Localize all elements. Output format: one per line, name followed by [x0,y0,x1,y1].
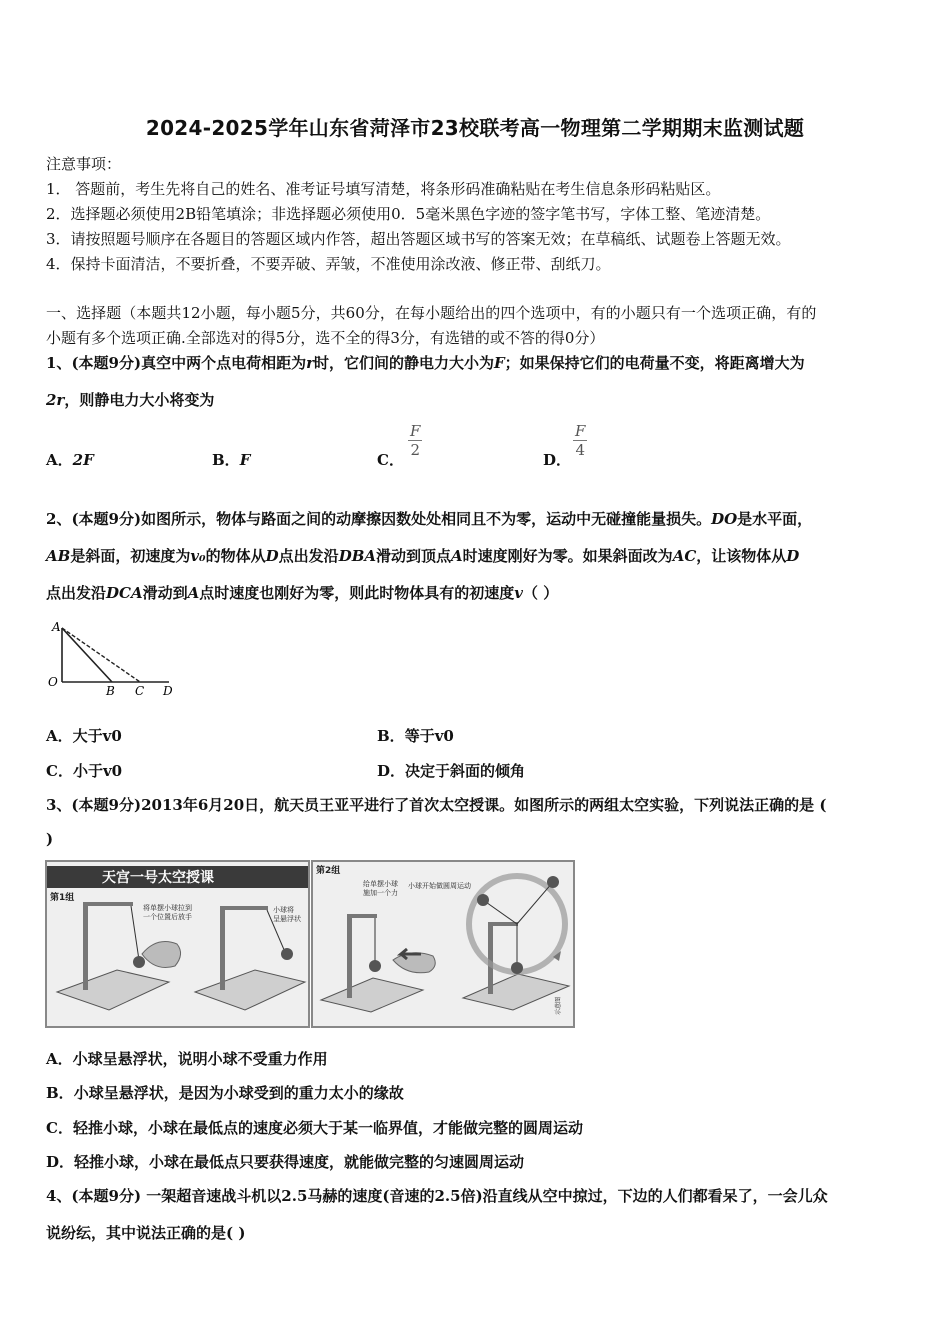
label-b: B [106,684,115,698]
question-4-stem-2: 说纷纭，其中说法正确的是( ) [46,1224,246,1242]
label-c: C [135,684,145,698]
q3-option-b[interactable]: B．小球呈悬浮状，是因为小球受到的重力太小的缘故 [46,1084,404,1102]
arm-2 [488,922,518,926]
caption-1a: 给单摆小球 [363,880,398,888]
arm-2 [220,906,268,910]
q3-option-d[interactable]: D．轻推小球，小球在最低点只要获得速度，就能做完整的匀速圆周运动 [46,1153,525,1171]
ball-1 [133,956,145,968]
question-3-stem-2: ) [46,830,54,848]
banner-title: 天宫一号太空授课 [102,870,214,886]
section-intro: 一、选择题（本题共12小题，每小题5分，共60分，在每小题给出的四个选项中，有的小题只有一个选项正确，有的 [46,304,817,322]
pole-1 [83,902,88,990]
notice-item: 2．选择题必须使用2B铅笔填涂；非选择题必须使用0．5毫米黑色字迹的签字笔书写，字体工整、笔迹清楚。 [46,205,771,223]
notice-heading: 注意事项： [46,155,122,173]
question-3-stem: 3、(本题9分)2013年6月20日，航天员王亚平进行了首次太空授课。如图所示的两组太空实验，下列说法正确的是 ( [46,796,827,814]
label-d: D [163,684,173,698]
question-2-stem-2: AB是斜面，初速度为v₀的物体从D点出发沿DBA滑动到顶点A时速度刚好为零。如果斜面改为AC，让该物体从D [46,547,800,565]
notice-item: 4．保持卡面清洁，不要折叠，不要弄破、弄皱，不准使用涂改液、修正带、刮纸刀。 [46,255,611,273]
q1-option-a[interactable]: A．2F [46,451,94,469]
question-2-stem: 2、(本题9分)如图所示，物体与路面之间的动摩擦因数处处相同且不为零，运动中无碰撞能量损失。DO是水平面， [46,510,813,528]
caption-2: 小球开始做圆周运动 [408,882,471,890]
caption-1a: 将单摆小球拉到 [143,904,192,912]
page-title: 2024-2025学年山东省菏泽市23校联考高一物理第二学期期末监测试题 [145,116,805,140]
q2-option-c[interactable]: C．小于v0 [46,762,123,780]
q1-option-b[interactable]: B．F [212,451,251,469]
caption-1b: 施加一个力 [363,889,398,897]
q1-option-c-label[interactable]: C． [377,451,404,469]
question-4-stem: 4、(本题9分) 一架超音速战斗机以2.5马赫的速度(音速的2.5倍)沿直线从空中掠过，下边的人们都看呆了，一会儿众 [46,1187,828,1205]
ball-position-1 [477,894,489,906]
arm-1 [83,902,133,906]
group-label: 第1组 [50,893,75,903]
ball-1 [369,960,381,972]
q2-option-a[interactable]: A．大于v0 [46,727,122,745]
incline-ac [62,628,140,682]
ball-position-3 [511,962,523,974]
pole-1 [347,914,352,998]
source-mark: 示意图 [555,996,562,1015]
space-lesson-photo-group2 [311,860,575,1028]
q2-option-d[interactable]: D．决定于斜面的倾角 [377,762,526,780]
caption-2b: 呈悬浮状 [273,915,301,923]
question-1-stem-2: 2r，则静电力大小将变为 [46,391,215,409]
label-a: A [52,620,61,634]
q1-option-d-label[interactable]: D． [543,451,572,469]
question-2-stem-3: 点出发沿DCA滑动到A点时速度也刚好为零，则此时物体具有的初速度v（ ） [46,584,559,602]
q2-option-b[interactable]: B．等于v0 [377,727,454,745]
notice-item: 1． 答题前，考生先将自己的姓名、准考证号填写清楚，将条形码准确粘贴在考生信息条形码粘贴区。 [46,180,721,198]
space-lesson-photo-group1 [45,860,310,1028]
caption-1b: 一个位置后放手 [143,913,192,921]
question-1-stem: 1、(本题9分)真空中两个点电荷相距为r时，它们间的静电力大小为F；如果保持它们的电荷量不变，将距离增大为 [46,354,805,372]
ball-position-2 [547,876,559,888]
notice-item: 3．请按照题号顺序在各题目的答题区域内作答，超出答题区域书写的答案无效；在草稿纸、试题卷上答题无效。 [46,230,791,248]
q3-option-c[interactable]: C．轻推小球，小球在最低点的速度必须大于某一临界值，才能做完整的圆周运动 [46,1119,583,1137]
caption-2a: 小球将 [273,906,294,914]
q3-option-a[interactable]: A．小球呈悬浮状，说明小球不受重力作用 [46,1050,328,1068]
incline-ab [62,628,112,682]
pole-2 [488,922,493,994]
incline-diagram [44,618,184,698]
group-label: 第2组 [316,866,341,876]
section-intro-2: 小题有多个选项正确.全部选对的得5分，选不全的得3分，有选错的或不答的得0分） [46,329,605,347]
pole-2 [220,906,225,990]
label-o: O [48,675,58,689]
q1-option-c-fraction: $\frac{F}{2}$ [410,422,421,459]
arm-1 [347,914,377,918]
q1-option-d-fraction: $\frac{F}{4}$ [575,422,586,459]
ball-2 [281,948,293,960]
